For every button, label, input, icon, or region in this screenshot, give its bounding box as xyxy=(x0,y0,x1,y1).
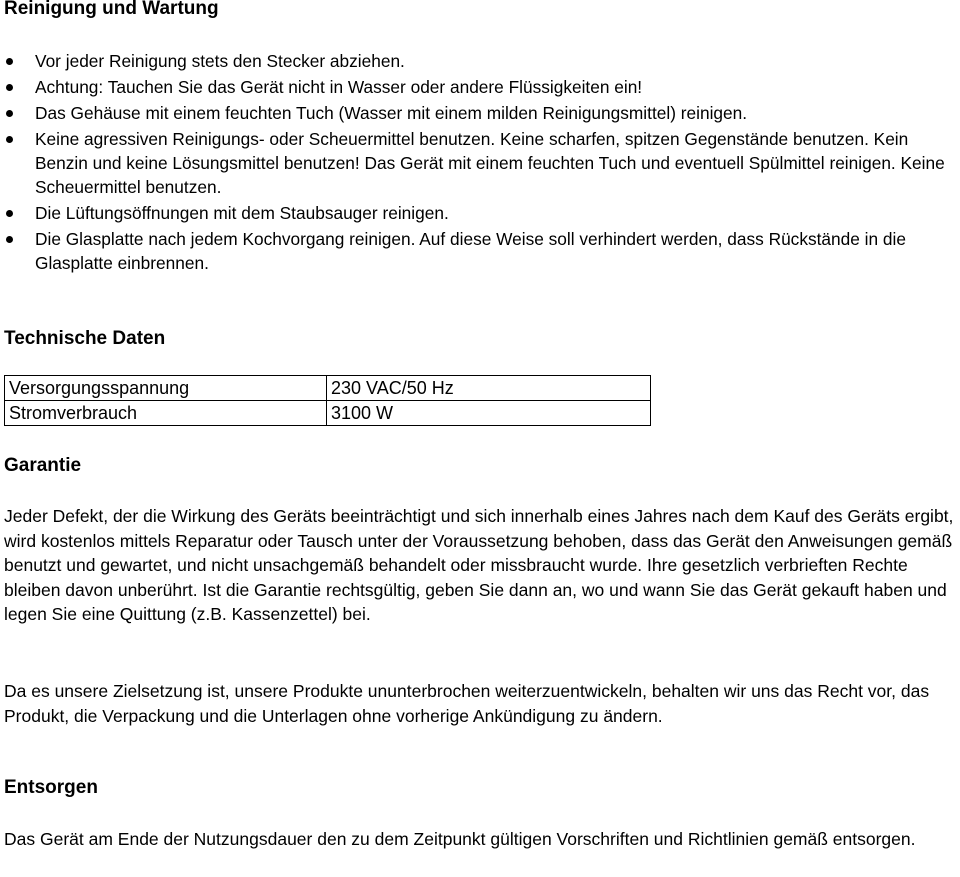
table-cell-label: Versorgungsspannung xyxy=(5,376,327,401)
table-cell-value: 230 VAC/50 Hz xyxy=(327,376,651,401)
bullet-icon xyxy=(6,236,13,243)
bullet-icon xyxy=(6,84,13,91)
list-item-text: Achtung: Tauchen Sie das Gerät nicht in Wasser oder andere Flüssigkeiten ein! xyxy=(35,77,643,97)
list-item-text: Keine agressiven Reinigungs- oder Scheuermittel benutzen. Keine scharfen, spitzen Gegenstände benutzen. Kein Benzin und keine Lösungsmittel benutzen! Das Gerät mit einem feuchten Tuch und eventuell Spülmittel reinigen. Keine Scheuermittel benutzen. xyxy=(35,129,945,197)
bullet-icon xyxy=(6,58,13,65)
list-item xyxy=(0,75,950,99)
heading-cleaning: Reinigung und Wartung xyxy=(4,0,219,19)
warranty-paragraph: Jeder Defekt, der die Wirkung des Geräts beeinträchtigt und sich innerhalb eines Jahres nach dem Kauf des Geräts ergibt, wird kostenlos mittels Reparatur oder Tausch unter der Voraussetzung behoben, dass das Gerät den Anweisungen gemäß benutzt und gewartet, und nicht unsachgemäß behandelt oder missbraucht wurde. Ihre gesetzlich verbrieften Rechte bleiben davon unberührt. Ist die Garantie rechtsgültig, geben Sie dann an, wo und wann Sie das Gerät gekauft haben und legen Sie eine Quittung (z.B. Kassenzettel) bei. xyxy=(4,506,954,624)
list-item xyxy=(0,101,950,125)
list-item-text: Die Lüftungsöffnungen mit dem Staubsauger reinigen. xyxy=(35,203,449,223)
list-item-text: Vor jeder Reinigung stets den Stecker abziehen. xyxy=(35,51,405,71)
table-row xyxy=(5,376,651,401)
list-item xyxy=(0,201,950,225)
table-cell-value: 3100 W xyxy=(327,401,651,426)
heading-disposal: Entsorgen xyxy=(4,777,98,798)
bullet-icon xyxy=(6,136,13,143)
table-cell-label: Stromverbrauch xyxy=(5,401,327,426)
list-item xyxy=(0,227,950,275)
warranty-notice-paragraph: Da es unsere Zielsetzung ist, unsere Produkte ununterbrochen weiterzuentwickeln, behalten wir uns das Recht vor, das Produkt, die Verpackung und die Unterlagen ohne vorherige Ankündigung zu ändern. xyxy=(4,681,930,726)
list-item xyxy=(0,49,950,73)
list-item-text: Die Glasplatte nach jedem Kochvorgang reinigen. Auf diese Weise soll verhindert werden, dass Rückstände in die Glasplatte einbrennen. xyxy=(35,229,906,273)
heading-tech-data: Technische Daten xyxy=(4,328,166,349)
table-row xyxy=(5,401,651,426)
tech-data-table xyxy=(4,375,651,426)
cleaning-list xyxy=(0,49,950,277)
disposal-paragraph: Das Gerät am Ende der Nutzungsdauer den zu dem Zeitpunkt gültigen Vorschriften und Richtlinien gemäß entsorgen. xyxy=(4,829,916,849)
heading-warranty: Garantie xyxy=(4,455,82,476)
bullet-icon xyxy=(6,210,13,217)
list-item-text: Das Gehäuse mit einem feuchten Tuch (Wasser mit einem milden Reinigungsmittel) reinigen. xyxy=(35,103,748,123)
list-item xyxy=(0,127,950,199)
bullet-icon xyxy=(6,110,13,117)
